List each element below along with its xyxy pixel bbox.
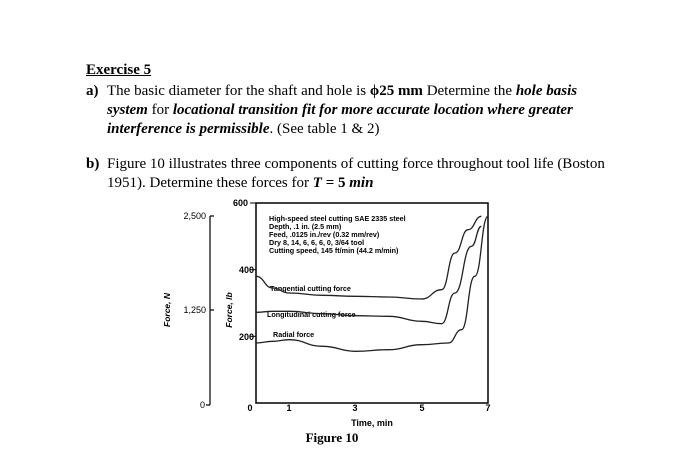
legend-line-3: Feed, .0125 in./rev (0.32 mm/rev) xyxy=(269,230,380,239)
n-tick-1250: 1,250 xyxy=(183,305,206,315)
exercise-title: Exercise 5 xyxy=(86,62,152,78)
n-tick-0: 0 xyxy=(199,400,205,410)
legend-line-5: Cutting speed, 145 ft/min (44.2 m/min) xyxy=(269,246,399,255)
n-axis-label: Force, N xyxy=(162,292,172,328)
part-a-label: a) xyxy=(86,83,99,99)
n-tick-2500: 2,500 xyxy=(183,211,206,221)
legend-line-1: High-speed steel cutting SAE 2335 steel xyxy=(269,214,406,223)
radial-label: Radial force xyxy=(273,330,315,339)
tangential-label: Tangential cutting force xyxy=(270,284,351,293)
figure-caption: Figure 10 xyxy=(305,430,359,445)
legend-line-4: Dry 8, 14, 6, 6, 6, 0, 3/64 tool xyxy=(269,238,365,247)
lb-tick-0: 0 xyxy=(247,403,253,413)
longitudinal-label: Longitudinal cutting force xyxy=(267,310,356,319)
part-b-text: Figure 10 illustrates three components of cutting force throughout tool life (Boston 1951). Determine these forces for T = 5 min xyxy=(107,156,605,191)
lb-tick-400: 400 xyxy=(238,265,254,275)
legend-line-2: Depth, .1 in. (2.5 mm) xyxy=(269,222,342,231)
part-b-label: b) xyxy=(86,156,100,172)
lb-axis-label: Force, lb xyxy=(224,292,234,328)
figure-10 xyxy=(150,195,550,455)
force-chart xyxy=(150,195,550,455)
question-part-b xyxy=(86,155,606,193)
question-part-a xyxy=(86,82,586,139)
x-tick-3: 3 xyxy=(352,403,358,413)
lb-tick-200: 200 xyxy=(238,332,254,342)
diameter-value: ϕ25 mm xyxy=(369,83,423,99)
x-axis-label: Time, min xyxy=(351,418,393,428)
lb-tick-600: 600 xyxy=(232,198,248,208)
x-tick-7: 7 xyxy=(485,403,491,413)
x-tick-5: 5 xyxy=(419,403,425,413)
x-tick-1: 1 xyxy=(286,403,292,413)
part-a-text: The basic diameter for the shaft and hole is ϕ25 mm Determine the hole basis system for locational transition fit for more accurate location where greater interference is permissible. (See table 1 & 2) xyxy=(107,83,578,137)
